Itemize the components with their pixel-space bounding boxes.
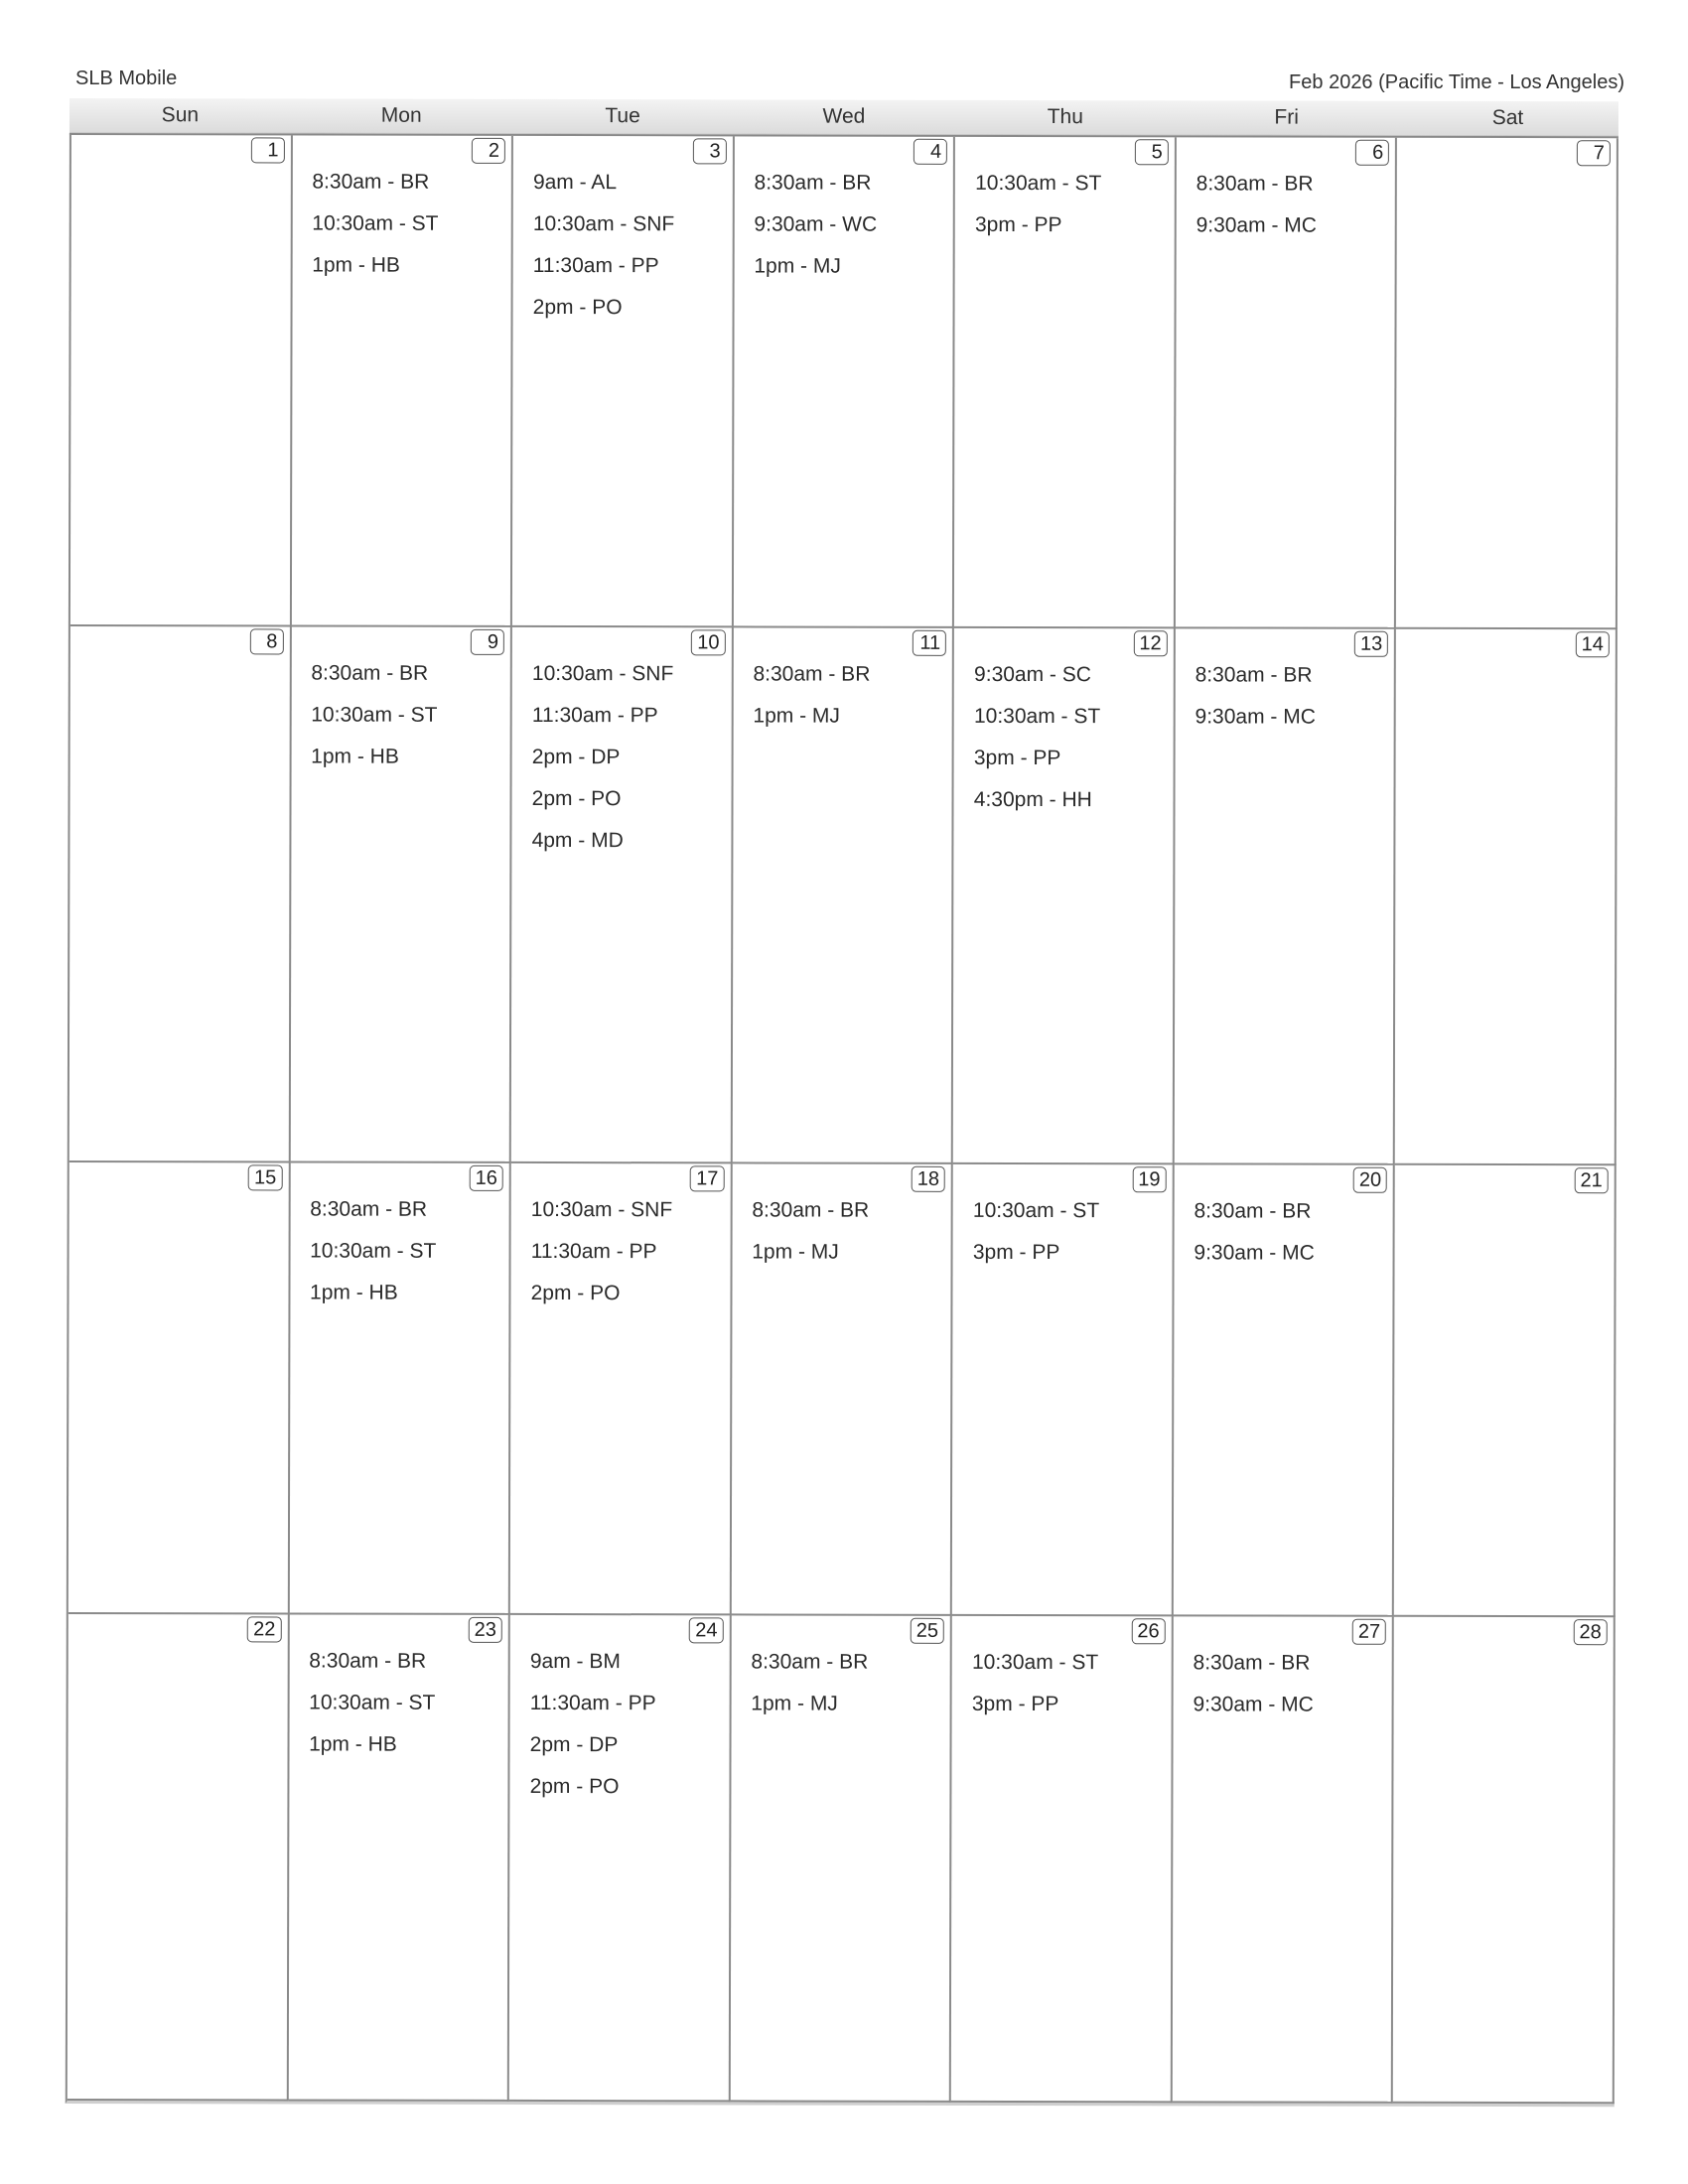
event-item[interactable]: 1pm - MJ <box>752 1240 839 1264</box>
day-number: 24 <box>689 1617 723 1643</box>
weeks <box>66 133 1618 2107</box>
day-cell[interactable] <box>732 1163 954 1615</box>
event-item[interactable]: 1pm - HB <box>312 253 400 277</box>
event-item[interactable]: 9am - BM <box>529 1649 621 1674</box>
event-item[interactable]: 10:30am - ST <box>971 1650 1099 1675</box>
event-list <box>533 172 725 339</box>
day-number: 20 <box>1353 1167 1387 1193</box>
day-cell[interactable] <box>1394 1165 1617 1617</box>
day-number: 14 <box>1576 631 1610 657</box>
day-number: 7 <box>1577 140 1611 166</box>
event-list <box>309 1651 500 1776</box>
day-cell[interactable] <box>1176 137 1398 628</box>
day-number: 18 <box>912 1166 945 1192</box>
day-number: 21 <box>1574 1167 1608 1193</box>
day-number: 6 <box>1355 140 1389 166</box>
event-list <box>1194 1200 1385 1284</box>
weekday-label: Sat <box>1491 106 1524 130</box>
event-item[interactable]: 2pm - PO <box>530 1281 621 1305</box>
day-cell[interactable] <box>509 1615 732 2102</box>
event-item[interactable]: 10:30am - SNF <box>530 1197 673 1222</box>
weekday-label: Sun <box>161 103 200 127</box>
day-cell[interactable] <box>291 135 513 626</box>
day-cell[interactable] <box>730 1615 952 2102</box>
event-list <box>532 663 724 872</box>
day-number: 1 <box>250 137 284 163</box>
event-item[interactable]: 10:30am - ST <box>311 703 438 727</box>
day-number: 4 <box>914 139 947 165</box>
event-item[interactable]: 3pm - PP <box>971 1692 1059 1716</box>
day-cell[interactable] <box>70 626 292 1162</box>
calendar-range: Feb 2026 (Pacific Time - Los Angeles) <box>1289 71 1624 93</box>
event-list <box>310 1199 501 1324</box>
day-number: 17 <box>690 1165 724 1191</box>
day-number: 25 <box>911 1618 944 1644</box>
event-item[interactable]: 1pm - MJ <box>753 704 840 728</box>
event-list <box>311 663 502 788</box>
day-cell[interactable] <box>1175 628 1397 1164</box>
event-item[interactable]: 3pm - PP <box>972 1240 1060 1265</box>
event-list <box>754 172 945 297</box>
event-list <box>1195 664 1386 748</box>
day-cell[interactable] <box>952 1164 1175 1616</box>
event-item[interactable]: 3pm - PP <box>974 212 1062 237</box>
event-item[interactable]: 1pm - MJ <box>754 254 841 278</box>
event-item[interactable]: 8:30am - BR <box>311 661 429 685</box>
weekday-label: Wed <box>822 104 866 128</box>
day-cell[interactable] <box>69 1162 291 1614</box>
event-item[interactable]: 1pm - MJ <box>751 1692 838 1715</box>
event-item[interactable]: 10:30am - ST <box>973 704 1101 729</box>
event-item[interactable]: 8:30am - BR <box>1194 1199 1312 1223</box>
event-item[interactable]: 2pm - DP <box>531 745 621 769</box>
day-number: 23 <box>469 1617 502 1643</box>
day-number: 8 <box>249 628 283 654</box>
event-list <box>1193 1652 1384 1735</box>
day-cell[interactable] <box>290 626 512 1162</box>
day-number: 5 <box>1135 139 1169 165</box>
weekday-label: Mon <box>380 103 422 127</box>
day-cell[interactable] <box>512 136 735 627</box>
event-item[interactable]: 8:30am - BR <box>310 1197 428 1221</box>
event-item[interactable]: 3pm - PP <box>973 746 1061 770</box>
event-item[interactable]: 8:30am - BR <box>1195 663 1313 687</box>
day-cell[interactable] <box>951 1616 1174 2103</box>
event-item[interactable]: 10:30am - ST <box>972 1198 1100 1223</box>
event-list <box>973 1200 1165 1284</box>
event-item[interactable]: 10:30am - SNF <box>532 211 675 236</box>
event-item[interactable]: 9:30am - MC <box>1194 1241 1315 1265</box>
calendar-title: SLB Mobile <box>75 68 178 89</box>
weekday-label: Tue <box>605 104 640 128</box>
day-cell[interactable] <box>288 1614 510 2101</box>
event-item[interactable]: 2pm - PO <box>532 295 623 320</box>
day-number: 19 <box>1132 1166 1166 1192</box>
event-list <box>530 1651 722 1818</box>
event-list <box>972 1652 1164 1735</box>
event-list <box>751 1651 942 1734</box>
day-number: 22 <box>247 1616 281 1642</box>
event-item[interactable]: 1pm - HB <box>311 745 399 768</box>
day-number: 12 <box>1133 630 1167 656</box>
event-item[interactable]: 4pm - MD <box>531 828 624 853</box>
day-cell[interactable] <box>734 136 956 627</box>
event-item[interactable]: 11:30am - PP <box>530 1239 657 1264</box>
day-cell[interactable] <box>1173 1616 1395 2103</box>
event-item[interactable]: 8:30am - BR <box>751 1650 869 1674</box>
month-grid <box>66 98 1618 2105</box>
event-item[interactable]: 8:30am - BR <box>752 1198 870 1222</box>
event-item[interactable]: 4:30pm - HH <box>973 787 1092 812</box>
day-cell[interactable] <box>511 627 734 1163</box>
event-item[interactable]: 8:30am - BR <box>1196 172 1314 196</box>
event-list <box>752 1199 943 1283</box>
event-item[interactable]: 1pm - HB <box>310 1281 398 1304</box>
event-item[interactable]: 11:30am - PP <box>531 703 658 728</box>
day-cell[interactable] <box>953 628 1176 1164</box>
event-item[interactable]: 2pm - DP <box>529 1732 619 1757</box>
weekday-label: Thu <box>1047 105 1083 129</box>
day-cell[interactable] <box>1393 1617 1616 2104</box>
day-number: 27 <box>1352 1619 1386 1645</box>
event-item[interactable]: 1pm - HB <box>309 1732 397 1756</box>
event-item[interactable]: 8:30am - BR <box>309 1649 427 1673</box>
day-number: 16 <box>470 1165 503 1191</box>
event-list <box>974 664 1166 831</box>
event-list <box>975 173 1167 256</box>
event-list <box>312 172 503 297</box>
day-number: 9 <box>471 629 504 655</box>
day-number: 28 <box>1573 1619 1607 1645</box>
event-item[interactable]: 8:30am - BR <box>1193 1651 1311 1675</box>
day-cell[interactable] <box>732 627 954 1163</box>
day-cell[interactable] <box>510 1163 733 1615</box>
day-number: 13 <box>1354 631 1388 657</box>
day-number: 3 <box>693 138 727 164</box>
event-item[interactable]: 2pm - PO <box>529 1774 620 1799</box>
event-item[interactable]: 11:30am - PP <box>529 1691 656 1715</box>
day-number: 11 <box>913 630 946 656</box>
day-cell[interactable] <box>954 137 1177 628</box>
event-item[interactable]: 9:30am - MC <box>1196 213 1317 237</box>
event-list <box>753 663 944 747</box>
day-cell[interactable] <box>289 1162 511 1614</box>
event-item[interactable]: 10:30am - ST <box>975 171 1102 196</box>
event-item[interactable]: 10:30am - ST <box>309 1691 436 1714</box>
event-item[interactable]: 11:30am - PP <box>532 253 659 278</box>
event-item[interactable]: 8:30am - BR <box>312 170 430 194</box>
day-cell[interactable] <box>70 135 293 626</box>
day-number: 26 <box>1131 1618 1165 1644</box>
day-cell[interactable] <box>68 1614 290 2101</box>
event-list <box>531 1199 723 1324</box>
event-item[interactable]: 9:30am - SC <box>974 662 1091 687</box>
weekday-header <box>70 98 1618 136</box>
event-item[interactable]: 8:30am - BR <box>753 662 871 686</box>
day-number: 15 <box>248 1164 282 1190</box>
day-cell[interactable] <box>1174 1164 1396 1616</box>
day-number: 10 <box>691 629 725 655</box>
event-item[interactable]: 9:30am - MC <box>1193 1693 1314 1716</box>
event-item[interactable]: 2pm - PO <box>531 786 622 811</box>
day-cell[interactable] <box>1395 629 1618 1165</box>
event-item[interactable]: 10:30am - ST <box>310 1239 437 1263</box>
day-number: 2 <box>472 138 505 164</box>
event-item[interactable]: 9:30am - WC <box>754 212 878 236</box>
weekday-label: Fri <box>1274 105 1299 129</box>
event-item[interactable]: 9am - AL <box>532 170 618 195</box>
event-list <box>1196 173 1388 256</box>
event-item[interactable]: 10:30am - ST <box>312 211 439 235</box>
event-item[interactable]: 8:30am - BR <box>754 171 872 195</box>
event-item[interactable]: 9:30am - MC <box>1195 705 1316 729</box>
event-item[interactable]: 10:30am - SNF <box>531 661 674 686</box>
day-cell[interactable] <box>1396 138 1618 629</box>
